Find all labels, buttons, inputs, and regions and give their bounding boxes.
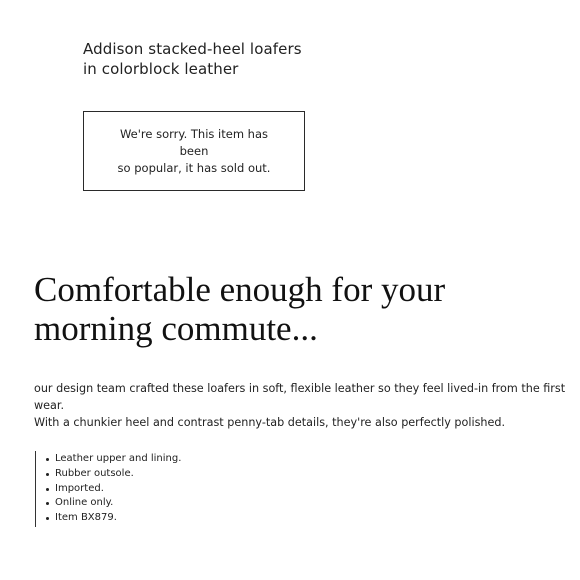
feature-item: Rubber outsole.: [46, 467, 181, 482]
sold-out-message-line-1: We're sorry. This item has been: [119, 126, 269, 158]
product-description-line-1: our design team crafted these loafers in soft, flexible leather so they feel lived-in from the first wear.: [34, 382, 566, 412]
product-description-line-2: With a chunkier heel and contrast penny-tab details, they're also perfectly polished.: [34, 416, 506, 429]
hero-heading: [34, 270, 554, 348]
feature-item: Leather upper and lining.: [46, 452, 181, 467]
hero-heading-line-2: morning commute...: [34, 309, 318, 348]
feature-item: Online only.: [46, 496, 181, 511]
sold-out-notice: [83, 111, 305, 191]
feature-item: Imported.: [46, 482, 181, 497]
feature-item: Item BX879.: [46, 511, 181, 526]
hero-heading-line-1: Comfortable enough for your: [34, 270, 446, 309]
product-title: [83, 39, 323, 79]
sold-out-message-line-2: so popular, it has sold out.: [117, 160, 271, 175]
product-description: [34, 380, 579, 431]
feature-list: [46, 452, 181, 526]
product-title-line-1: Addison stacked-heel loafers: [83, 40, 302, 58]
product-features: [35, 451, 181, 527]
product-title-line-2: in colorblock leather: [83, 60, 239, 78]
sold-out-message: [104, 126, 284, 177]
